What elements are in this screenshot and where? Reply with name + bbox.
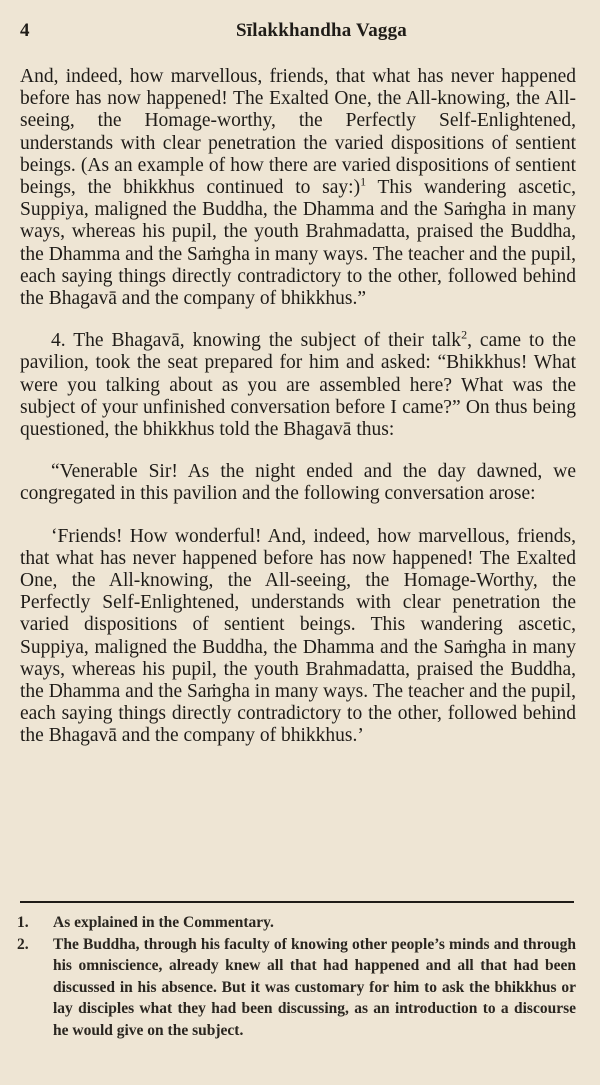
footnote-1-text: As explained in the Commentary. [53, 914, 274, 931]
paragraph-2 [20, 327, 577, 441]
page-number: 4 [20, 20, 30, 41]
footnotes [17, 912, 576, 1042]
paragraph-4: ‘Friends! How wonderful! And, indeed, how marvellous, friends, that what has never happened before has now happened! The Exalted One, the All-knowing, the All-seeing, the Homage-Worthy, the Perfectly Self-Enlightened, understands with clear penetration the varied dispositions of sentient beings. This wandering ascetic, Suppiya, maligned the Buddha, the Dhamma and the Saṁgha in many ways, whereas his pupil, the youth Brahmadatta, praised the Buddha, the Dhamma and the Saṁgha in many ways. The teacher and the pupil, each saying things directly contradictory to the other, followed behind the Bhagavā and the company of bhikkhus.’ [20, 525, 576, 747]
paragraph-1 [20, 66, 576, 310]
running-title: Sīlakkhandha Vagga [236, 20, 408, 41]
footnote-divider [20, 901, 574, 903]
main-text [20, 66, 576, 748]
footnote-2-text: The Buddha, through his faculty of knowing other people’s minds and through his omniscience, already knew all that had happened and all that had been discussed in his absence. But it was customary for him to ask the bhikkhus or lay disciples what they had been discussing, as an introduction to a discourse he would give on the subject. [53, 935, 576, 1039]
paragraph-2-text-b: , came to the pavilion, took the seat prepared for him and asked: “Bhikkhus! What were you talking about as you are assembled here? What was the subject of your unfinished conversation before I came?” On thus being questioned, the bhikkhus told the Bhagavā thus: [20, 330, 577, 441]
footnote-2-number: 2. [17, 935, 29, 953]
footnote-2 [17, 934, 576, 1042]
page-header [18, 20, 582, 44]
paragraph-3: “Venerable Sir! As the night ended and the day dawned, we congregated in this pavilion and the following conversation arose: [20, 461, 576, 505]
footnote-ref-1: 1 [360, 174, 367, 189]
footnote-1 [17, 912, 576, 934]
footnote-1-number: 1. [17, 914, 29, 931]
paragraph-2-text-a: 4. The Bhagavā, knowing the subject of their talk [51, 330, 462, 352]
footnote-ref-2: 2 [461, 327, 468, 342]
paragraph-1-text: And, indeed, how marvellous, friends, that what has never happened before has now happened! The Exalted One, the All-knowing, the All-seeing, the Homage-worthy, the Perfectly Self-Enlightened, understands with clear penetration the varied dispositions of sentient beings. (As an example of how there are varied dispositions of sentient beings, the bhikkhus continued to say:) [20, 66, 576, 199]
paragraph-1-continuation: This wandering ascetic, Suppiya, maligned the Buddha, the Dhamma and the Saṁgha in many ways, whereas his pupil, the youth Brahmadatta, praised the Buddha, the Dhamma and the Saṁgha in many ways. The teacher and the pupil, each saying things directly contradictory to the other, followed behind the Bhagavā and the company of bhikkhus.” [20, 177, 576, 310]
